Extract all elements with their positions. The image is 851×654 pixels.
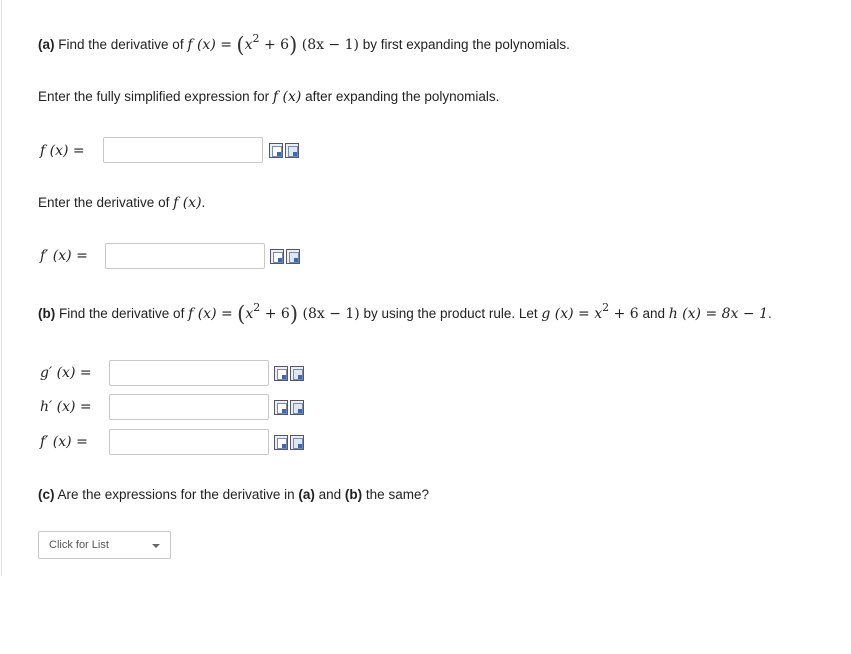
- equation-editor-icon[interactable]: [269, 143, 283, 158]
- equation-editor-icon[interactable]: [274, 435, 288, 450]
- fprime-a-input-tools: [270, 249, 300, 264]
- preview-icon[interactable]: [290, 435, 304, 450]
- fprime-b-input-tools: [274, 435, 304, 450]
- preview-icon[interactable]: [286, 249, 300, 264]
- hprime-label: h′ (x) =: [40, 399, 92, 415]
- hprime-input[interactable]: [109, 394, 269, 420]
- caret-down-icon: [152, 544, 160, 548]
- part-c-prompt: (c) Are the expressions for the derivative in (a) and (b) the same?: [38, 487, 429, 502]
- part-a-prompt: (a) Find the derivative of f $(x) = (x^2 + 6) (8x - 1)$ by first expanding the polynomials.: [38, 32, 570, 57]
- preview-icon[interactable]: [290, 400, 304, 415]
- gprime-label: g′ (x) =: [40, 365, 92, 381]
- gprime-input[interactable]: [109, 360, 269, 386]
- fprime-b-label: f′ (x) =: [40, 434, 88, 450]
- part-a-tag: (a): [38, 37, 55, 52]
- hprime-input-tools: [274, 400, 304, 415]
- f-label: f (x) =: [40, 143, 85, 159]
- same-expression-dropdown[interactable]: [38, 531, 171, 559]
- gprime-input-tools: [274, 366, 304, 381]
- dropdown-label: Click for List: [49, 539, 109, 551]
- part-b-prompt: (b) Find the derivative of f $(x) = (x^2 + 6) (8x - 1)$ by using the product rule. Let g $(x) = x^2 + 6$ and h (x) = 8x − 1.: [38, 301, 772, 326]
- f-input[interactable]: [103, 137, 263, 163]
- fprime-b-input[interactable]: [109, 429, 269, 455]
- preview-icon[interactable]: [290, 366, 304, 381]
- part-a-instruction-expand: Enter the fully simplified expression for f (x) after expanding the polynomials.: [38, 89, 500, 105]
- part-a-instruction-derivative: Enter the derivative of f (x).: [38, 195, 206, 211]
- left-border: [1, 0, 2, 576]
- preview-icon[interactable]: [285, 143, 299, 158]
- part-c-tag: (c): [38, 487, 55, 502]
- equation-editor-icon[interactable]: [274, 400, 288, 415]
- fprime-a-input[interactable]: [105, 243, 265, 269]
- equation-editor-icon[interactable]: [274, 366, 288, 381]
- equation-editor-icon[interactable]: [270, 249, 284, 264]
- f-input-tools: [269, 143, 299, 158]
- fprime-a-label: f′ (x) =: [40, 248, 88, 264]
- part-b-tag: (b): [38, 306, 56, 321]
